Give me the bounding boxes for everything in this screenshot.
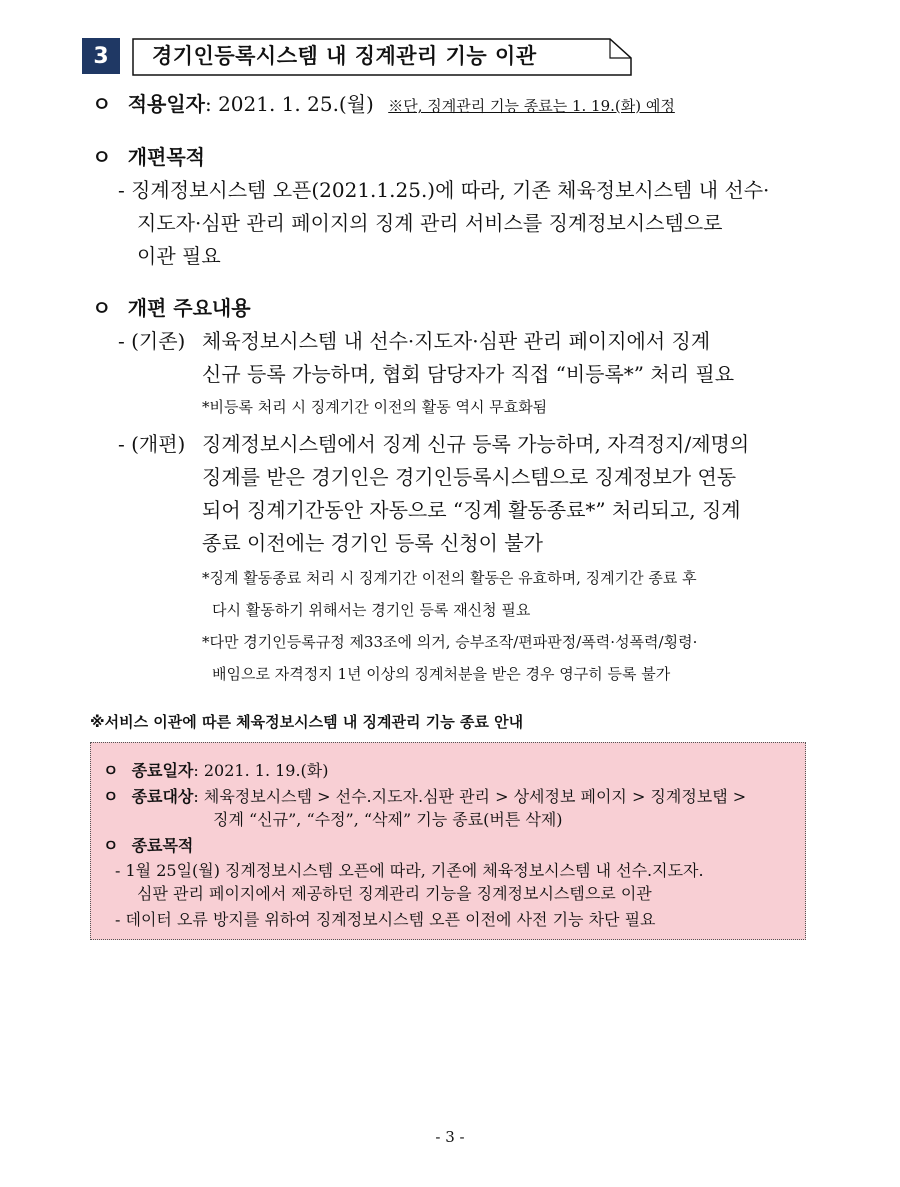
end-target-line-2: 징계 “신규”, “수정”, “삭제” 기능 종료(버튼 삭제) [213,810,563,829]
end-target-row [103,784,746,807]
end-date-label: 종료일자 [131,761,194,780]
end-target-line-1: : 체육정보시스템 > 선수.지도자.심판 관리 > 상세정보 페이지 > 징계정보탭 > [193,787,747,806]
apply-date-row [92,88,675,117]
end-purpose-line-3: - 데이터 오류 방지를 위하여 징계정보시스템 오픈 이전에 사전 기능 차단 필요 [115,910,656,929]
after-note-4: 배임으로 자격정지 1년 이상의 징계처분을 받은 경우 영구히 등록 불가 [212,665,671,683]
end-purpose-label: 종료목적 [131,836,194,855]
section-title-box [132,38,632,74]
notice-box [90,742,806,940]
bullet-circle-icon: ㅇ [92,92,112,116]
page-number: - 3 - [435,1128,465,1146]
content-heading: 개편 주요내용 [127,296,251,320]
purpose-line-2: 지도자·심판 관리 페이지의 징계 관리 서비스를 징계정보시스템으로 [137,211,723,235]
purpose-heading: 개편목적 [127,145,205,169]
after-line-1: 징계정보시스템에서 징계 신규 등록 가능하며, 자격정지/제명의 [202,432,750,456]
before-line-1: 체육정보시스템 내 선수·지도자·심판 관리 페이지에서 징계 [202,329,711,353]
apply-date-label: 적용일자 [127,92,205,116]
after-note-1: *징계 활동종료 처리 시 징계기간 이전의 활동은 유효하며, 징계기간 종료 후 [202,569,697,587]
bullet-circle-icon: ㅇ [103,761,119,780]
end-purpose-line-2: 심판 관리 페이지에서 제공하던 징계관리 기능을 징계정보시스템으로 이관 [137,884,652,903]
section-title: 경기인등록시스템 내 징계관리 기능 이관 [152,44,537,68]
after-prefix: - (개편) [118,432,186,456]
apply-date-value: : 2021. 1. 25.(월) [204,92,374,116]
end-date-row [103,758,329,781]
before-note: *비등록 처리 시 징계기간 이전의 활동 역시 무효화됨 [202,398,548,416]
content-heading-row [92,292,251,321]
apply-date-note: ※단, 징계관리 기능 종료는 1. 19.(화) 예정 [388,97,675,115]
purpose-line-1: - 징계정보시스템 오픈(2021.1.25.)에 따라, 기존 체육정보시스템 내 선수· [118,178,770,202]
notice-title: ※서비스 이관에 따른 체육정보시스템 내 징계관리 기능 종료 안내 [90,713,524,731]
purpose-heading-row [92,141,205,170]
bullet-circle-icon: ㅇ [92,296,112,320]
end-purpose-line-1: - 1월 25일(월) 징계정보시스템 오픈에 따라, 기존에 체육정보시스템 내 선수.지도자. [115,861,704,880]
bullet-circle-icon: ㅇ [103,836,119,855]
end-date-value: : 2021. 1. 19.(화) [193,761,329,780]
after-line-2: 징계를 받은 경기인은 경기인등록시스템으로 징계정보가 연동 [202,465,737,489]
after-line-3: 되어 징계기간동안 자동으로 “징계 활동종료*” 처리되고, 징계 [202,498,741,522]
before-prefix: - (기존) [118,329,186,353]
section-number-badge: 3 [82,38,120,74]
end-target-label: 종료대상 [131,787,194,806]
after-note-3: *다만 경기인등록규정 제33조에 의거, 승부조작/편파판정/폭력·성폭력/횡령· [202,633,698,651]
purpose-line-3: 이관 필요 [137,244,221,268]
bullet-circle-icon: ㅇ [92,145,112,169]
before-line-2: 신규 등록 가능하며, 협회 담당자가 직접 “비등록*” 처리 필요 [202,362,735,386]
end-purpose-row [103,833,193,856]
after-line-4: 종료 이전에는 경기인 등록 신청이 불가 [202,531,543,555]
after-note-2: 다시 활동하기 위해서는 경기인 등록 재신청 필요 [212,601,531,619]
bullet-circle-icon: ㅇ [103,787,119,806]
